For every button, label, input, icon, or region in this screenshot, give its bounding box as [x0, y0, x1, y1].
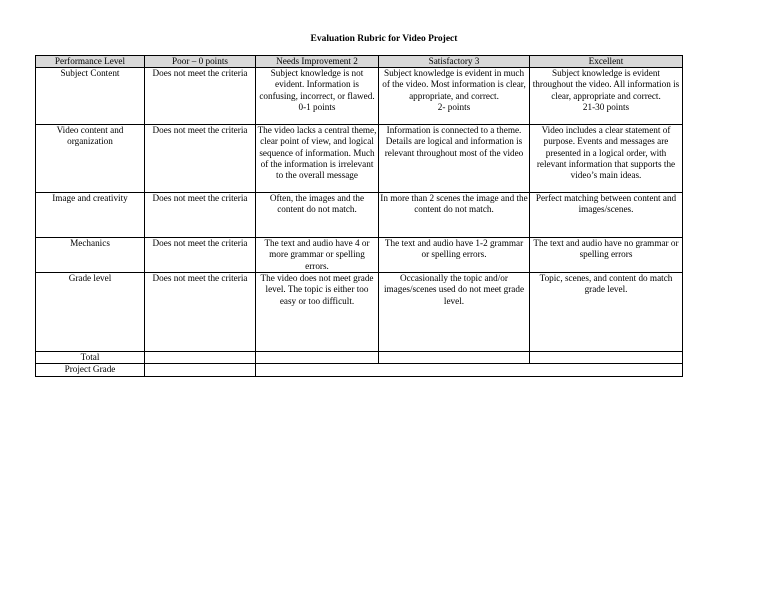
- header-performance-level: Performance Level: [36, 56, 145, 68]
- project-grade-poor-cell: [145, 364, 256, 376]
- poor-cell: Does not meet the criteria: [145, 273, 256, 352]
- needs-points: 0-1 points: [298, 101, 336, 112]
- table-row: [36, 68, 683, 125]
- needs-cell: [256, 68, 379, 125]
- excellent-cell: [530, 68, 683, 125]
- satisfactory-cell: Occasionally the topic and/or images/scenes used do not meet grade level.: [379, 273, 530, 352]
- header-needs-improvement: Needs Improvement 2: [256, 56, 379, 68]
- satisfactory-points: 2- points: [437, 101, 471, 112]
- satisfactory-text: Subject knowledge is evident in much of the video. Most information is clear, appropriate, and correct.: [382, 68, 526, 101]
- header-poor: Poor – 0 points: [145, 56, 256, 68]
- table-row: [36, 125, 683, 193]
- table-row: [36, 273, 683, 352]
- excellent-cell: Video includes a clear statement of purpose. Events and messages are presented in a logical order, with relevant information that supports the video’s main ideas.: [530, 125, 683, 193]
- category-cell: Image and creativity: [36, 193, 145, 238]
- poor-cell: Does not meet the criteria: [145, 68, 256, 125]
- category-cell: Mechanics: [36, 238, 145, 273]
- satisfactory-cell: The text and audio have 1-2 grammar or spelling errors.: [379, 238, 530, 273]
- needs-cell: The video does not meet grade level. The topic is either too easy or too difficult.: [256, 273, 379, 352]
- needs-text: Subject knowledge is not evident. Information is confusing, incorrect, or flawed.: [259, 68, 375, 101]
- table-row: [36, 193, 683, 238]
- total-satisfactory-cell: [379, 352, 530, 364]
- rubric-table: [35, 55, 683, 377]
- project-grade-value-cell: [256, 364, 683, 376]
- header-satisfactory: Satisfactory 3: [379, 56, 530, 68]
- poor-cell: Does not meet the criteria: [145, 193, 256, 238]
- excellent-points: 21-30 points: [582, 101, 630, 112]
- document-title: Evaluation Rubric for Video Project: [310, 34, 458, 44]
- header-excellent: Excellent: [530, 56, 683, 68]
- total-poor-cell: [145, 352, 256, 364]
- needs-cell: The video lacks a central theme, clear point of view, and logical sequence of information. Much of the information is irrelevant to the overall message: [256, 125, 379, 193]
- total-excellent-cell: [530, 352, 683, 364]
- satisfactory-cell: Information is connected to a theme. Details are logical and information is relevant throughout most of the video: [379, 125, 530, 193]
- satisfactory-cell: [379, 68, 530, 125]
- satisfactory-cell: In more than 2 scenes the image and the content do not match.: [379, 193, 530, 238]
- poor-cell: Does not meet the criteria: [145, 125, 256, 193]
- category-cell: Video content and organization: [36, 125, 145, 193]
- category-cell: Grade level: [36, 273, 145, 352]
- poor-cell: Does not meet the criteria: [145, 238, 256, 273]
- total-row: [36, 352, 683, 364]
- project-grade-label: Project Grade: [36, 364, 145, 376]
- needs-cell: Often, the images and the content do not match.: [256, 193, 379, 238]
- excellent-text: Subject knowledge is evident throughout the video. All information is clear, appropriate and correct.: [532, 68, 680, 101]
- total-needs-cell: [256, 352, 379, 364]
- total-label: Total: [36, 352, 145, 364]
- project-grade-row: [36, 364, 683, 376]
- needs-cell: The text and audio have 4 or more grammar or spelling errors.: [256, 238, 379, 273]
- excellent-cell: Perfect matching between content and images/scenes.: [530, 193, 683, 238]
- category-cell: Subject Content: [36, 68, 145, 125]
- table-row: [36, 238, 683, 273]
- excellent-cell: Topic, scenes, and content do match grade level.: [530, 273, 683, 352]
- excellent-cell: The text and audio have no grammar or spelling errors: [530, 238, 683, 273]
- header-row: [36, 56, 683, 68]
